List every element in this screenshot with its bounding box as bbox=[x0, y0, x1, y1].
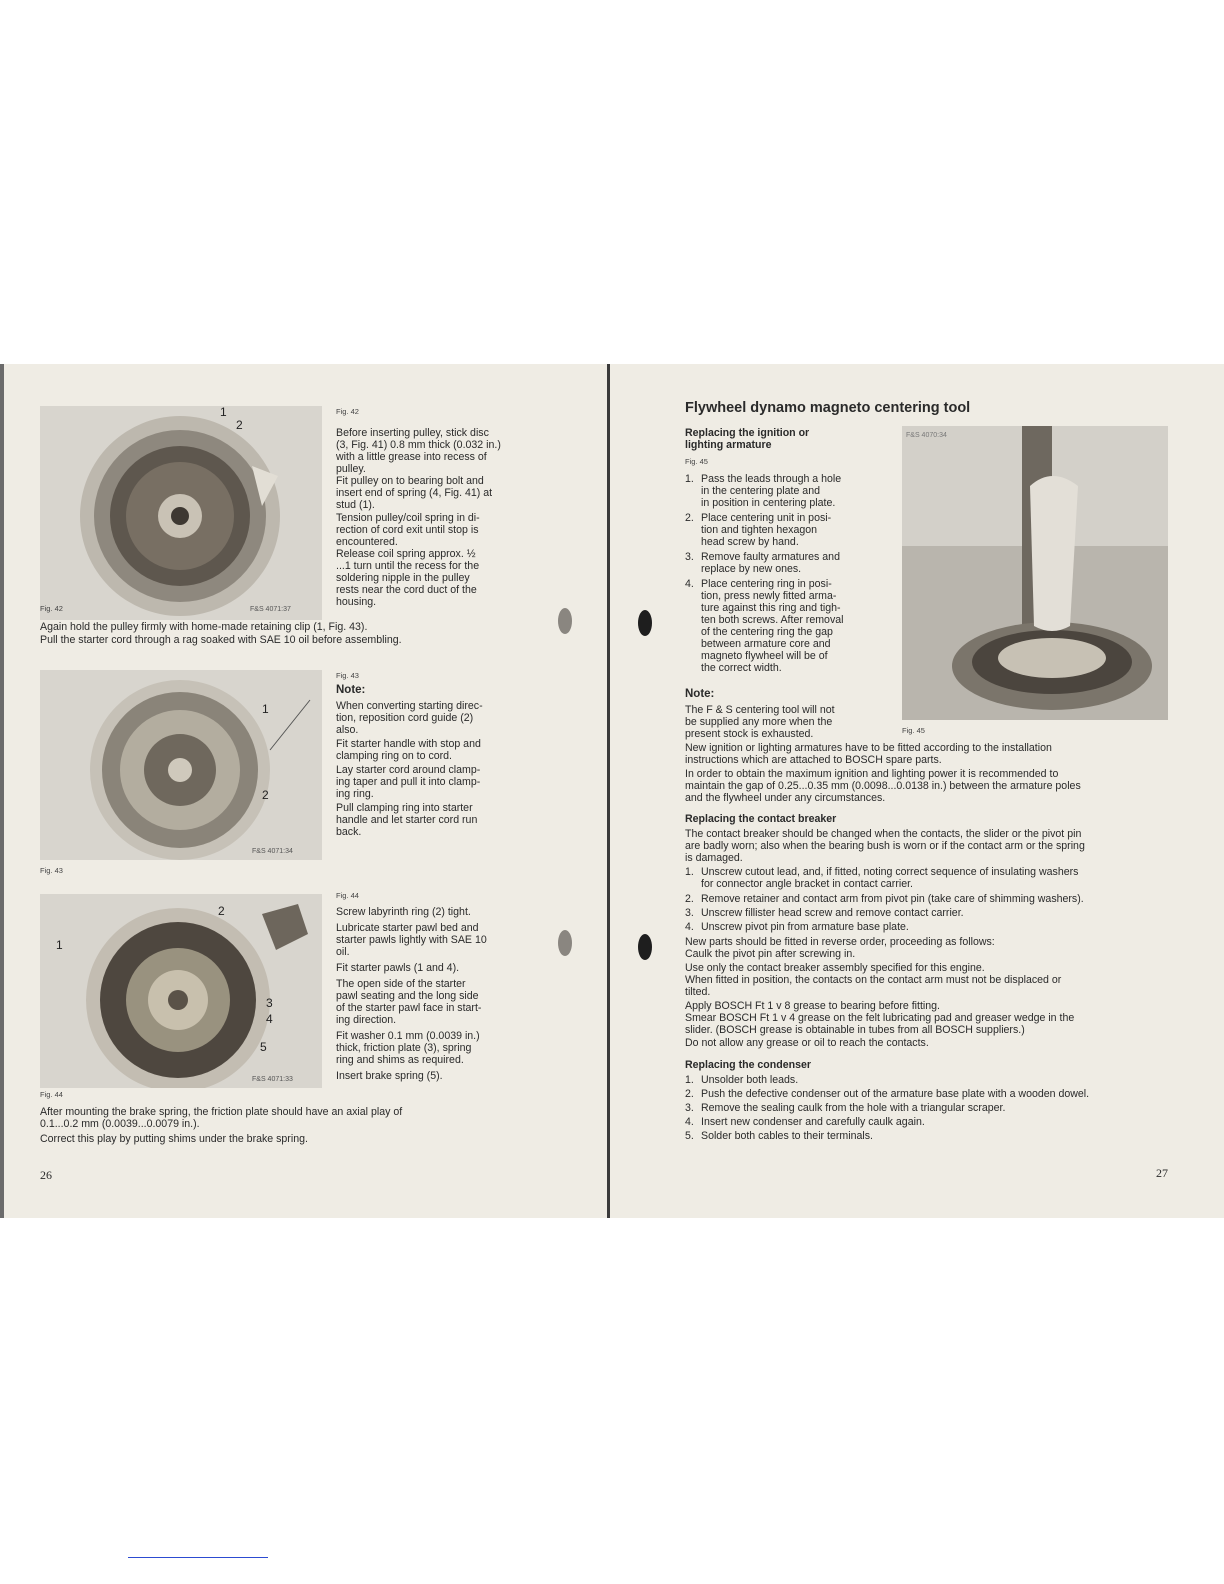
fig44-caption-below: Fig. 44 bbox=[40, 1090, 63, 1099]
text-line: head screw by hand. bbox=[701, 536, 799, 548]
text-line: ing ring. bbox=[336, 788, 374, 800]
step-number: 2. bbox=[685, 893, 694, 905]
fig45-label: Fig. 45 bbox=[902, 726, 925, 735]
para-after-fig42-line-2: Pull the starter cord through a rag soaked with SAE 10 oil before assembling. bbox=[40, 634, 402, 646]
text-line: of the centering ring the gap bbox=[701, 626, 833, 638]
text-line: Screw labyrinth ring (2) tight. bbox=[336, 906, 471, 918]
text-line: Pull clamping ring into starter bbox=[336, 802, 473, 814]
fig44-callout-1: 1 bbox=[56, 938, 63, 952]
text-line: thick, friction plate (3), spring bbox=[336, 1042, 472, 1054]
text-line: encountered. bbox=[336, 536, 398, 548]
fig44-callout-5: 5 bbox=[260, 1040, 267, 1054]
text-line: ...1 turn until the recess for the bbox=[336, 560, 480, 572]
step-number: 4. bbox=[685, 1116, 694, 1128]
text-line: Lubricate starter pawl bed and bbox=[336, 922, 479, 934]
note-line-3: present stock is exhausted. bbox=[685, 728, 814, 740]
text-line: pulley. bbox=[336, 463, 366, 475]
note-heading: Note: bbox=[685, 688, 715, 700]
step-number: 2. bbox=[685, 512, 694, 524]
text-line: tion, reposition cord guide (2) bbox=[336, 712, 474, 724]
text-line: stud (1). bbox=[336, 499, 375, 511]
fig44-callout-3: 3 bbox=[266, 996, 273, 1010]
fig45-ref: Fig. 45 bbox=[685, 457, 708, 466]
note-line-2: be supplied any more when the bbox=[685, 716, 833, 728]
text-line: Place centering unit in posi- bbox=[701, 512, 832, 524]
text-line: Fit pulley on to bearing bolt and bbox=[336, 475, 484, 487]
subhead-line-2: lighting armature bbox=[685, 439, 772, 451]
binding-hole-right-lower bbox=[638, 934, 652, 960]
text-line: housing. bbox=[336, 596, 377, 608]
text-line: Release coil spring approx. ½ bbox=[336, 548, 476, 560]
fig44-code: F&S 4071:33 bbox=[252, 1076, 293, 1083]
text-line: When fitted in position, the contacts on the contact arm must not be displaced or bbox=[685, 974, 1062, 986]
fig44-callout-2: 2 bbox=[218, 904, 225, 918]
text-line: The contact breaker should be changed when the contacts, the slider or the pivot pin bbox=[685, 828, 1082, 840]
fig43-code: F&S 4071:34 bbox=[252, 848, 293, 855]
fig42-label: Fig. 42 bbox=[336, 407, 359, 416]
text-line: the correct width. bbox=[701, 662, 782, 674]
fig43-caption-below: Fig. 43 bbox=[40, 866, 63, 875]
text-line: for connector angle bracket in contact carrier. bbox=[701, 878, 913, 890]
text-line: are badly worn; also when the bearing bush is worn or if the contact arm or the spring bbox=[685, 840, 1085, 852]
text-line: In order to obtain the maximum ignition and lighting power it is recommended to bbox=[685, 768, 1059, 780]
text-line: Push the defective condenser out of the armature base plate with a wooden dowel. bbox=[701, 1088, 1090, 1100]
fig43-callout-1: 1 bbox=[262, 702, 269, 716]
subhead-line-1: Replacing the ignition or bbox=[685, 427, 810, 439]
figure-43-image bbox=[40, 670, 322, 860]
contact-breaker-heading: Replacing the contact breaker bbox=[685, 813, 837, 825]
text-line: handle and let starter cord run bbox=[336, 814, 478, 826]
fig44-callout-4: 4 bbox=[266, 1012, 273, 1026]
text-line: maintain the gap of 0.25...0.35 mm (0.0098...0.0138 in.) between the armature poles bbox=[685, 780, 1081, 792]
text-line: ture against this ring and tigh- bbox=[701, 602, 841, 614]
text-line: tion and tighten hexagon bbox=[701, 524, 818, 536]
step-number: 5. bbox=[685, 1130, 694, 1142]
page-title: Flywheel dynamo magneto centering tool bbox=[685, 400, 971, 416]
text-line: Use only the contact breaker assembly specified for this engine. bbox=[685, 962, 985, 974]
note-line-1: The F & S centering tool will not bbox=[685, 704, 835, 716]
text-line: in position in centering plate. bbox=[701, 497, 836, 509]
step-number: 3. bbox=[685, 907, 694, 919]
para-after-fig44-line-1: After mounting the brake spring, the friction plate should have an axial play of bbox=[40, 1106, 403, 1118]
text-line: rests near the cord duct of the bbox=[336, 584, 477, 596]
text-line: Before inserting pulley, stick disc bbox=[336, 427, 489, 439]
text-line: tion, press newly fitted arma- bbox=[701, 590, 837, 602]
left-page bbox=[0, 364, 608, 1218]
text-line: ten both screws. After removal bbox=[701, 614, 844, 626]
text-line: is damaged. bbox=[685, 852, 743, 864]
text-line: between armature core and bbox=[701, 638, 831, 650]
text-line: (3, Fig. 41) 0.8 mm thick (0.032 in.) bbox=[336, 439, 501, 451]
text-line: ing direction. bbox=[336, 1014, 397, 1026]
text-line: Fit starter handle with stop and bbox=[336, 738, 481, 750]
text-line: Insert new condenser and carefully caulk again. bbox=[701, 1116, 925, 1128]
fig44-label: Fig. 44 bbox=[336, 891, 359, 900]
step-number: 4. bbox=[685, 921, 694, 933]
fig42-callout-2: 2 bbox=[236, 418, 243, 432]
text-line: slider. (BOSCH grease is obtainable in tubes from all BOSCH suppliers.) bbox=[685, 1024, 1025, 1036]
binding-hole-left-upper bbox=[558, 608, 572, 634]
text-line: Unscrew fillister head screw and remove contact carrier. bbox=[701, 907, 964, 919]
step-number: 3. bbox=[685, 1102, 694, 1114]
text-line: soldering nipple in the pulley bbox=[336, 572, 470, 584]
step-number: 2. bbox=[685, 1088, 694, 1100]
text-line: tilted. bbox=[685, 986, 711, 998]
text-line: Unsolder both leads. bbox=[701, 1074, 799, 1086]
text-line: Unscrew cutout lead, and, if fitted, noting correct sequence of insulating washers bbox=[701, 866, 1079, 878]
text-line: Tension pulley/coil spring in di- bbox=[336, 512, 480, 524]
fig42-caption-below: Fig. 42 bbox=[40, 604, 63, 613]
text-line: Apply BOSCH Ft 1 v 8 grease to bearing before fitting. bbox=[685, 1000, 940, 1012]
text-line: and the flywheel under any circumstances. bbox=[685, 792, 886, 804]
text-line: ring and shims as required. bbox=[336, 1054, 464, 1066]
text-line: Pass the leads through a hole bbox=[701, 473, 842, 485]
text-line: Remove faulty armatures and bbox=[701, 551, 840, 563]
figure-44-image bbox=[40, 894, 322, 1088]
figure-42-image bbox=[40, 406, 322, 620]
step-number: 1. bbox=[685, 866, 694, 878]
text-line: in the centering plate and bbox=[701, 485, 820, 497]
text-line: When converting starting direc- bbox=[336, 700, 483, 712]
text-line: The open side of the starter bbox=[336, 978, 466, 990]
text-line: Insert brake spring (5). bbox=[336, 1070, 443, 1082]
fig42-callout-1: 1 bbox=[220, 406, 227, 419]
text-line: insert end of spring (4, Fig. 41) at bbox=[336, 487, 493, 499]
text-line: Remove the sealing caulk from the hole with a triangular scraper. bbox=[701, 1102, 1006, 1114]
fig43-label: Fig. 43 bbox=[336, 671, 359, 680]
text-line: Smear BOSCH Ft 1 v 4 grease on the felt lubricating pad and greaser wedge in the bbox=[685, 1012, 1075, 1024]
binding-hole-left-lower bbox=[558, 930, 572, 956]
text-line: New ignition or lighting armatures have to be fitted according to the installation bbox=[685, 742, 1052, 754]
text-line: with a little grease into recess of bbox=[336, 451, 487, 463]
text-line: rection of cord exit until stop is bbox=[336, 524, 479, 536]
para-after-fig44-line-3: Correct this play by putting shims under the brake spring. bbox=[40, 1133, 308, 1145]
text-line: replace by new ones. bbox=[701, 563, 802, 575]
page-number-right: 27 bbox=[1156, 1166, 1168, 1180]
figure-45-image bbox=[902, 426, 1168, 720]
text-line: oil. bbox=[336, 946, 350, 958]
text-line: starter pawls lightly with SAE 10 bbox=[336, 934, 487, 946]
fig42-code: F&S 4071:37 bbox=[250, 606, 291, 613]
para-after-fig42-line-1: Again hold the pulley firmly with home-made retaining clip (1, Fig. 43). bbox=[40, 621, 368, 633]
text-line: Lay starter cord around clamp- bbox=[336, 764, 481, 776]
page-number-left: 26 bbox=[40, 1168, 52, 1182]
fig43-note-heading: Note: bbox=[336, 684, 366, 696]
text-line: also. bbox=[336, 724, 359, 736]
para-after-fig44-line-2: 0.1...0.2 mm (0.0039...0.0079 in.). bbox=[40, 1118, 200, 1130]
text-line: Solder both cables to their terminals. bbox=[701, 1130, 873, 1142]
step-number: 1. bbox=[685, 473, 694, 485]
text-line: instructions which are attached to BOSCH spare parts. bbox=[685, 754, 942, 766]
right-page bbox=[610, 364, 1224, 1218]
step-number: 3. bbox=[685, 551, 694, 563]
text-line: Fit starter pawls (1 and 4). bbox=[336, 962, 460, 974]
binding-hole-right-upper bbox=[638, 610, 652, 636]
step-number: 4. bbox=[685, 578, 694, 590]
text-line: ing taper and pull it into clamp- bbox=[336, 776, 481, 788]
text-line: Place centering ring in posi- bbox=[701, 578, 832, 590]
step-number: 1. bbox=[685, 1074, 694, 1086]
text-line: clamping ring on to cord. bbox=[336, 750, 453, 762]
text-line: of the starter pawl face in start- bbox=[336, 1002, 482, 1014]
text-line: Fit washer 0.1 mm (0.0039 in.) bbox=[336, 1030, 480, 1042]
text-line: back. bbox=[336, 826, 362, 838]
text-line: Remove retainer and contact arm from pivot pin (take care of shimming washers). bbox=[701, 893, 1084, 905]
text-line: Unscrew pivot pin from armature base plate. bbox=[701, 921, 909, 933]
text-line: New parts should be fitted in reverse order, proceeding as follows: bbox=[685, 936, 995, 948]
condenser-heading: Replacing the condenser bbox=[685, 1059, 811, 1071]
fig45-code: F&S 4070:34 bbox=[906, 432, 947, 439]
book-spread bbox=[0, 364, 1224, 1218]
footer-rule bbox=[128, 1557, 268, 1558]
text-line: Do not allow any grease or oil to reach the contacts. bbox=[685, 1037, 929, 1049]
text-line: magneto flywheel will be of bbox=[701, 650, 828, 662]
fig43-callout-2: 2 bbox=[262, 788, 269, 802]
text-line: pawl seating and the long side bbox=[336, 990, 479, 1002]
text-line: Caulk the pivot pin after screwing in. bbox=[685, 948, 856, 960]
